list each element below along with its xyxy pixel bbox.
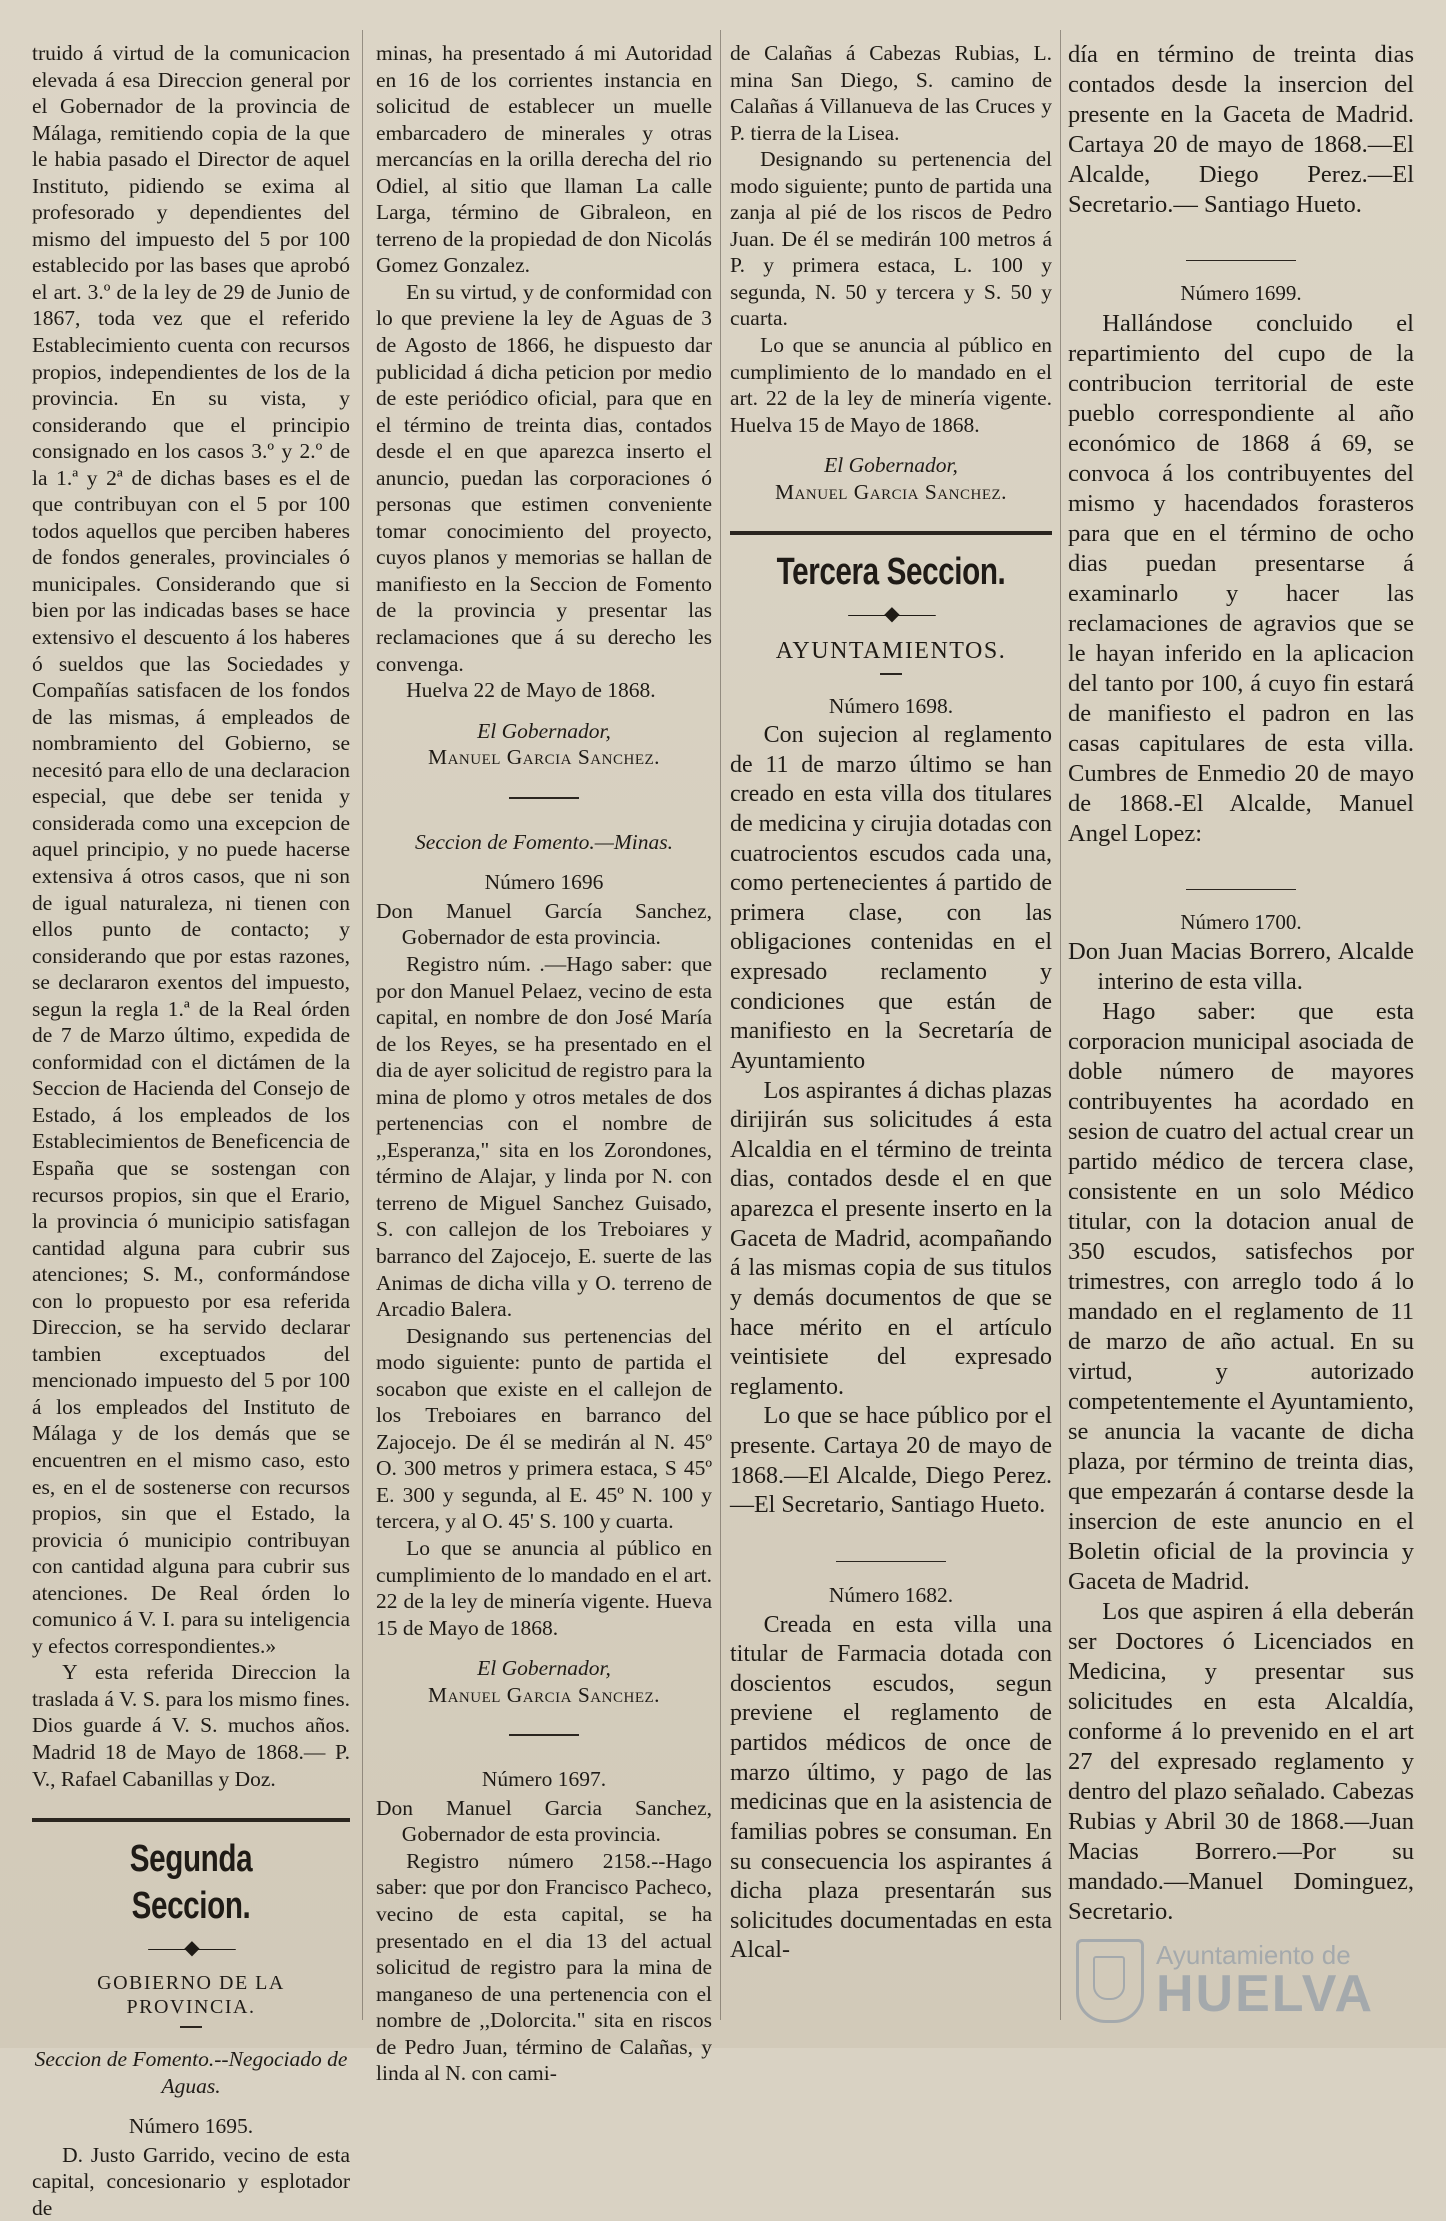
- section-title: Tercera Seccion.: [776, 551, 1006, 594]
- section-heading: GOBIERNO DE LA PROVINCIA.: [97, 1971, 285, 2019]
- divider: [880, 673, 902, 675]
- ornament: ——◆——: [148, 1936, 234, 1959]
- watermark-line2: HUELVA: [1156, 1965, 1375, 2023]
- signature-name: Manuel Garcia Sanchez.: [427, 745, 661, 770]
- paragraph: día en término de treinta dias contados desde la insercion del presente en la Gaceta de Madrid. Cartaya 20 de mayo de 1868.—El Alcalde, Diego Perez.—El Secretario.— Santiago Hueto.: [1068, 41, 1414, 218]
- divider: [180, 2026, 202, 2028]
- column-3: [730, 40, 1052, 2030]
- paragraph: Lo que se anuncia al público en cumplimiento de lo mandado en el art. 22 de la ley de minería vigente. Huelva 15 de Mayo de 1868.: [730, 333, 1052, 437]
- subheading: Seccion de Fomento.—Minas.: [415, 829, 673, 854]
- paragraph: Registro número 2158.--Hago saber: que por don Francisco Pacheco, vecino de esta capital, se ha presentado en el dia 13 del actual solicitud de registro para la mina de manganeso de una pertenencia con el nombre de ,,Dolorcita." sita en riscos de Pedro Juan, término de Calañas, y linda al N. con cami-: [376, 1848, 712, 2086]
- section-divider: [730, 531, 1052, 535]
- divider: [1186, 889, 1296, 890]
- section-title: Segunda Seccion.: [129, 1838, 253, 1928]
- notice-number: Número 1699.: [1180, 281, 1302, 305]
- notice-number: Número 1696: [484, 870, 604, 895]
- notice-number: Número 1698.: [828, 693, 954, 718]
- signature-name: Manuel Garcia Sanchez.: [774, 479, 1008, 504]
- subheading: Seccion de Fomento.--Negociado de Aguas.: [34, 2047, 348, 2098]
- column-4: [1068, 40, 1414, 2030]
- watermark-text: [1156, 1940, 1375, 2023]
- paragraph: En su virtud, y de conformidad con lo que previene la ley de Aguas de 3 de Agosto de 1866, he dispuesto dar publicidad á dicha peticion por medio de este periódico oficial, para que en el término de treinta dias, contados desde el en que aparezca inserto el anuncio, puedan las corporaciones ó personas que estimen conveniente tomar conocimiento del proyecto, cuyos planos y memorias se hallan de manifiesto en la Seccion de Fomento de la provincia y presentar las reclamaciones que á su derecho les convenga.: [376, 279, 712, 676]
- paragraph: truido á virtud de la comunicacion elevada á esa Direccion general por el Gobernador de la provincia de Málaga, remitiendo copia de la que le habia pasado el Director de aquel Instituto, pidiendo se exima al profesorado y dependientes del mismo del impuesto del 5 por 100 establecido por las bases que aprobó el art. 3.º de la ley de 29 de Junio de 1867, toda vez que el referido Establecimiento cuenta con recursos propios, independientes de los de la provincia. En su vista, y considerando que el principio consignado en los casos 3.º y 2.º de la 1.ª y 2ª de dichas bases es el de que contribuyan con el 5 por 100 todos aquellos que perciben haberes de fondos generales, provinciales ó municipales. Considerando que si bien por las indicadas bases se hace extensivo el descuento á los haberes ó sueldos que las Sociedades y Compañías satisfacen de los fondos de las mismas, á empleados de nombramiento del Gobierno, se necesitó para ello de una declaracion especial, que debe ser tenida y considerada como una excepcion de aquel principio, y no puede hacerse extensiva á otros casos, que ni son de igual naturaleza, ni tienen con ellos punto de contacto; y considerando que por estas razones, se declararon exentos del impuesto, segun la regla 1.ª de la Real órden de 7 de Marzo último, expedida de conformidad con el dictámen de la Seccion de Hacienda del Consejo de Estado, á los empleados de los Establecimientos de Beneficencia de España que se sostengan con recursos propios, sin que el Erario, la provincia ó municipio satisfagan cantidad alguna para cubrir sus atenciones; S. M., conformándose con lo propuesto por esa referida Direccion, se ha servido declarar tambien exceptuados del mencionado impuesto del 5 por 100 á los empleados del Instituto de Málaga y de los demás que se encuentren en el mismo caso, esto es, en el de sostenerse con recursos propios, sin que el Estado, la provicia ó municipio contribuyan con cantidad alguna para cubrir sus atenciones. De Real órden lo comunico á V. I. para su inteligencia y efectos correspondientes.»: [32, 41, 350, 1658]
- paragraph: Designando su pertenencia del modo siguiente; punto de partida una zanja al pié de los riscos de Pedro Juan. De él se medirán 100 metros á P. y primera estaca, L. 100 y segunda, N. 50 y tercera y S. 50 y cuarta.: [730, 147, 1052, 331]
- column-2: [376, 40, 712, 2086]
- paragraph: Designando sus pertenencias del modo siguiente: punto de partida el socabon que existe en el callejon de los Treboiares en barranco del Zajocejo. De él se medirán al N. 45º O. 300 metros y primera estaca, S 45º E. 300 y segunda, al E. 45º N. 100 y tercera, y al O. 45' S. 100 y cuarta.: [376, 1323, 712, 1534]
- ayuntamiento-watermark: [1076, 1936, 1406, 2026]
- shield-icon: [1076, 1939, 1144, 2023]
- column-rule: [362, 30, 363, 2020]
- column-1: [32, 40, 350, 2220]
- paragraph: Lo que se hace público por el presente. Cartaya 20 de mayo de 1868.—El Alcalde, Diego Perez.—El Secretario, Santiago Hueto.: [730, 1403, 1052, 1519]
- column-rule: [1060, 30, 1061, 2020]
- paragraph: Y esta referida Direccion la traslada á V. S. para los mismo fines. Dios guarde á V. S. muchos años. Madrid 18 de Mayo de 1868.— P. V., Rafael Cabanillas y Doz.: [32, 1660, 350, 1791]
- notice-number: Número 1697.: [481, 1767, 607, 1792]
- paragraph: Con sujecion al reglamento de 11 de marzo último se han creado en esta villa dos titulares de medicina y cirujia dotadas con cuatrocientos escudos cada una, como pertenecientes á partido de primera clase, con las obligaciones contenidas en el expresado reclamento y condiciones que están de manifiesto en la Secretaría de Ayuntamiento: [730, 722, 1052, 1074]
- divider: [1186, 260, 1296, 261]
- paragraph: minas, ha presentado á mi Autoridad en 16 de los corrientes instancia en solicitud de establecer un muelle embarcadero de minerales y otras mercancías en la orilla derecha del rio Odiel, al sitio que llaman La calle Larga, término de Gibraleon, en terreno de la propiedad de don Nicolás Gomez Gonzalez.: [376, 41, 712, 278]
- paragraph: Registro núm. .—Hago saber: que por don Manuel Pelaez, vecino de esta capital, en nombre de don José María de los Reyes, se ha presentado en el dia de ayer solicitud de registro para la mina de plomo y otros metales de dos pertenencias con el nombre de ,,Esperanza," sita en los Zorondones, término de Alajar, y linda por N. con terreno de Miguel Sanchez Guisado, S. con callejon de los Treboiares y barranco del Zajocejo, E. suerte de las Animas de dicha villa y O. terreno de Arcadio Balera.: [376, 951, 712, 1322]
- notice-number: Número 1700.: [1180, 909, 1302, 934]
- divider: [509, 1734, 579, 1736]
- signature-title: El Gobernador,: [477, 718, 611, 743]
- paragraph: Hago saber: que esta corporacion municipal asociada de doble número de mayores contribuyentes ha acordado en sesion de cuatro del actual crear un partido médico de tercera clase, consistente en un solo Médico titular, con la dotacion anual de 350 escudos, satisfechos por trimestres, con arreglo todo á lo mandado en el reglamento de 11 de marzo de año actual. En su virtud, y autorizado competentemente el Ayuntamiento, se anuncia la vacante de dicha plaza, por término de treinta dias, que empezarán á contarse desde la insercion de este anuncio en el Boletin oficial de la provincia y Gaceta de Madrid.: [1068, 998, 1414, 1596]
- paragraph: Lo que se anuncia al público en cumplimiento de lo mandado en el art. 22 de la ley de minería vigente. Hueva 15 de Mayo de 1868.: [376, 1535, 712, 1640]
- signature-name: Manuel Garcia Sanchez.: [427, 1682, 661, 1707]
- paragraph: Don Manuel García Sanchez, Gobernador de esta provincia.: [376, 898, 712, 950]
- date-line: Huelva 22 de Mayo de 1868.: [406, 678, 656, 703]
- signature-title: El Gobernador,: [824, 453, 958, 478]
- divider: [509, 797, 579, 799]
- paragraph: Don Juan Macias Borrero, Alcalde interino de esta villa.: [1068, 938, 1414, 996]
- section-heading: AYUNTAMIENTOS.: [775, 637, 1007, 664]
- signature-title: El Gobernador,: [477, 1656, 611, 1681]
- paragraph: de Calañas á Cabezas Rubias, L. mina San Diego, S. camino de Calañas á Villanueva de las Cruces y P. tierra de la Lisea.: [730, 41, 1052, 145]
- ornament: ——◆——: [848, 603, 934, 626]
- divider: [836, 1561, 946, 1562]
- paragraph: Los que aspiren á ella deberán ser Doctores ó Licenciados en Medicina, y presentar sus solicitudes en esta Alcaldía, conforme á lo prevenido en el art 27 del expresado reglamento y dentro del plazo señalado. Cabezas Rubias y Abril 30 de 1868.—Juan Macias Borrero.—Por su mandado.—Manuel Dominguez, Secretario.: [1068, 1598, 1414, 1926]
- paragraph: Don Manuel Garcia Sanchez, Gobernador de esta provincia.: [376, 1795, 712, 1847]
- column-rule: [720, 30, 721, 2020]
- notice-number: Número 1682.: [828, 1582, 954, 1607]
- paragraph: D. Justo Garrido, vecino de esta capital, concesionario y esplotador de: [32, 2142, 350, 2220]
- paragraph: Creada en esta villa una titular de Farmacia dotada con doscientos escudos, segun previene el reglamento de partidos médicos de once de marzo último, y pago de las medicinas que en la asistencia de familias pobres se consuman. En su consecuencia los aspirantes á dicha plaza presentarán sus solicitudes documentadas en esta Alcal-: [730, 1611, 1052, 1964]
- section-divider: [32, 1818, 350, 1822]
- notice-number: Número 1695.: [128, 2114, 254, 2139]
- paragraph: Hallándose concluido el repartimiento del cupo de la contribucion territorial de este pueblo correspondiente al año económico de 1868 á 69, se convoca á los contribuyentes del mismo y hacendados forasteros para que en el término de ocho dias puedan presentarse á examinarlo y hacer las reclamaciones de agravios que se le hayan inferido en la aplicacion del tanto por 100, á cuyo fin estará de manifiesto el padron en las casas capitulares de esta villa. Cumbres de Enmedio 20 de mayo de 1868.-El Alcalde, Manuel Angel Lopez:: [1068, 309, 1414, 847]
- paragraph: Los aspirantes á dichas plazas dirijirán sus solicitudes á esta Alcaldia en el término de treinta dias, contados desde el en que aparezca el presente inserto en la Gaceta de Madrid, acompañando á las mismas copia de sus titulos y demás documentos de que se hace mérito en el artículo veintisiete del expresado reglamento.: [730, 1077, 1052, 1400]
- watermark-line1: Ayuntamiento de: [1156, 1940, 1351, 1970]
